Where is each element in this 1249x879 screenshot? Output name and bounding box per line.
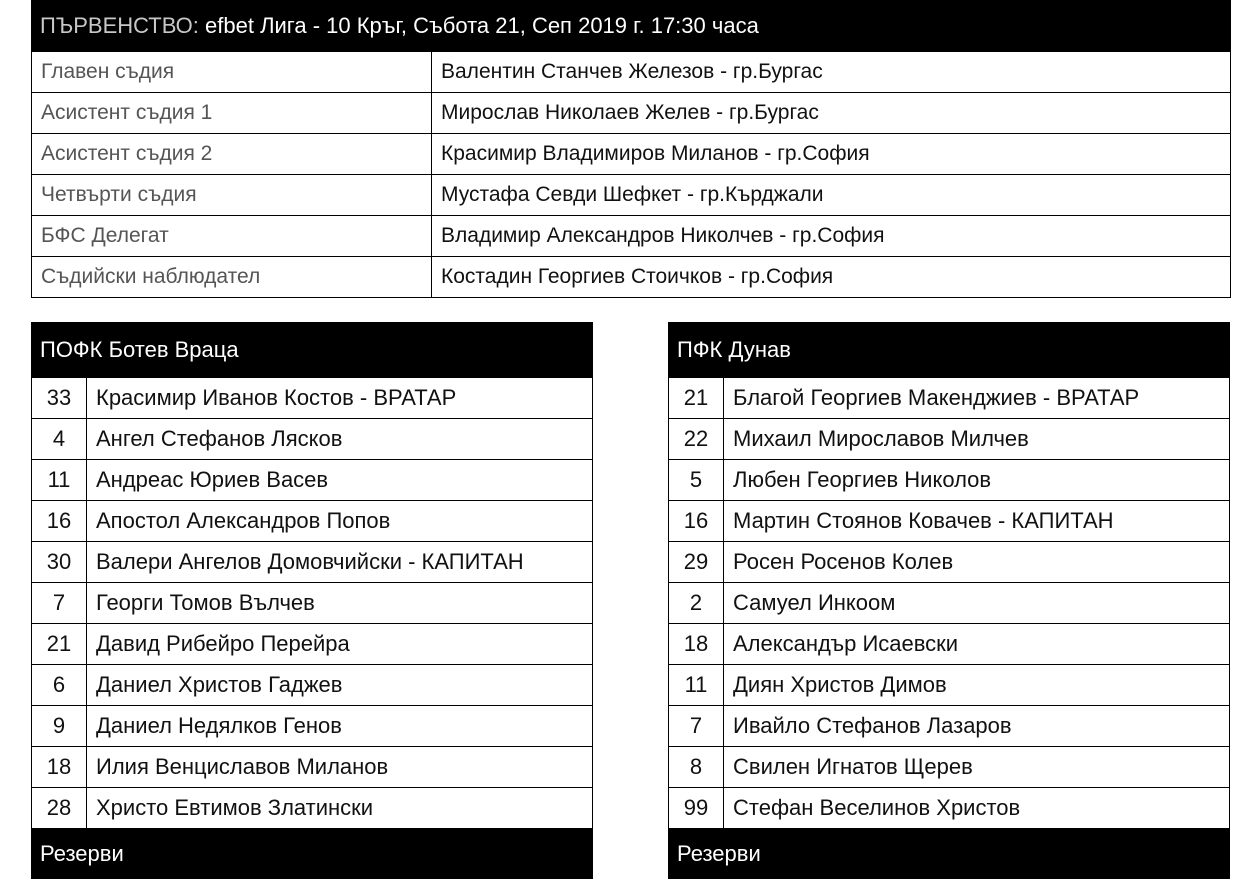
player-row xyxy=(32,665,593,706)
official-name: Красимир Владимиров Миланов - гр.София xyxy=(432,134,1231,175)
player-number: 21 xyxy=(32,624,87,665)
player-number: 16 xyxy=(32,501,87,542)
player-name: Апостол Александров Попов xyxy=(87,501,593,542)
player-name: Диян Христов Димов xyxy=(724,665,1230,706)
player-row xyxy=(669,419,1230,460)
player-name: Ангел Стефанов Лясков xyxy=(87,419,593,460)
official-role: Главен съдия xyxy=(32,52,432,93)
away-players-body xyxy=(669,378,1230,829)
player-name: Даниел Христов Гаджев xyxy=(87,665,593,706)
official-name: Мустафа Севди Шефкет - гр.Кърджали xyxy=(432,175,1231,216)
player-row xyxy=(669,583,1230,624)
player-row xyxy=(32,747,593,788)
player-name: Красимир Иванов Костов - ВРАТАР xyxy=(87,378,593,419)
away-reserves-header: Резерви xyxy=(668,829,1230,879)
player-number: 9 xyxy=(32,706,87,747)
player-row xyxy=(669,501,1230,542)
player-name: Свилен Игнатов Щерев xyxy=(724,747,1230,788)
player-row xyxy=(32,583,593,624)
player-name: Любен Георгиев Николов xyxy=(724,460,1230,501)
player-name: Даниел Недялков Генов xyxy=(87,706,593,747)
player-name: Благой Георгиев Макенджиев - ВРАТАР xyxy=(724,378,1230,419)
player-number: 8 xyxy=(669,747,724,788)
player-name: Росен Росенов Колев xyxy=(724,542,1230,583)
player-row xyxy=(32,624,593,665)
championship-label: ПЪРВЕНСТВО: xyxy=(40,12,199,38)
player-number: 6 xyxy=(32,665,87,706)
official-row xyxy=(32,134,1231,175)
official-role: Четвърти съдия xyxy=(32,175,432,216)
player-row xyxy=(669,460,1230,501)
player-number: 18 xyxy=(669,624,724,665)
player-number: 99 xyxy=(669,788,724,829)
officials-table xyxy=(31,51,1231,298)
player-name: Ивайло Стефанов Лазаров xyxy=(724,706,1230,747)
player-row xyxy=(669,665,1230,706)
home-team-name: ПОФК Ботев Враца xyxy=(31,322,593,377)
player-row xyxy=(32,501,593,542)
player-number: 11 xyxy=(669,665,724,706)
player-name: Андреас Юриев Васев xyxy=(87,460,593,501)
player-name: Стефан Веселинов Христов xyxy=(724,788,1230,829)
player-row xyxy=(669,747,1230,788)
official-row xyxy=(32,93,1231,134)
official-row xyxy=(32,257,1231,298)
official-role: БФС Делегат xyxy=(32,216,432,257)
player-name: Христо Евтимов Златински xyxy=(87,788,593,829)
player-name: Мартин Стоянов Ковачев - КАПИТАН xyxy=(724,501,1230,542)
match-info xyxy=(31,0,1231,298)
official-row xyxy=(32,52,1231,93)
player-row xyxy=(32,378,593,419)
player-number: 7 xyxy=(669,706,724,747)
official-role: Асистент съдия 2 xyxy=(32,134,432,175)
match-details: efbet Лига - 10 Кръг, Събота 21, Сеп 2019 г. 17:30 часа xyxy=(205,12,759,38)
away-players-table xyxy=(668,377,1230,829)
official-role: Асистент съдия 1 xyxy=(32,93,432,134)
official-name: Мирослав Николаев Желев - гр.Бургас xyxy=(432,93,1231,134)
player-row xyxy=(32,419,593,460)
player-number: 18 xyxy=(32,747,87,788)
player-row xyxy=(32,706,593,747)
home-reserves-header: Резерви xyxy=(31,829,593,879)
official-role: Съдийски наблюдател xyxy=(32,257,432,298)
player-number: 7 xyxy=(32,583,87,624)
player-number: 28 xyxy=(32,788,87,829)
official-row xyxy=(32,175,1231,216)
player-name: Валери Ангелов Домовчийски - КАПИТАН xyxy=(87,542,593,583)
player-number: 16 xyxy=(669,501,724,542)
player-name: Самуел Инкоом xyxy=(724,583,1230,624)
player-row xyxy=(669,378,1230,419)
player-row xyxy=(669,706,1230,747)
player-number: 33 xyxy=(32,378,87,419)
player-row xyxy=(669,788,1230,829)
player-row xyxy=(32,460,593,501)
player-name: Александър Исаевски xyxy=(724,624,1230,665)
player-number: 21 xyxy=(669,378,724,419)
player-row xyxy=(669,624,1230,665)
official-name: Владимир Александров Николчев - гр.София xyxy=(432,216,1231,257)
player-name: Илия Венциславов Миланов xyxy=(87,747,593,788)
home-players-table xyxy=(31,377,593,829)
officials-body xyxy=(32,52,1231,298)
player-row xyxy=(669,542,1230,583)
player-name: Давид Рибейро Перейра xyxy=(87,624,593,665)
player-number: 4 xyxy=(32,419,87,460)
player-row xyxy=(32,542,593,583)
team-lineups xyxy=(31,322,1231,872)
official-name: Костадин Георгиев Стоичков - гр.София xyxy=(432,257,1231,298)
player-name: Михаил Мирославов Милчев xyxy=(724,419,1230,460)
match-header xyxy=(31,0,1231,51)
player-number: 29 xyxy=(669,542,724,583)
player-number: 30 xyxy=(32,542,87,583)
official-name: Валентин Станчев Железов - гр.Бургас xyxy=(432,52,1231,93)
player-number: 22 xyxy=(669,419,724,460)
player-number: 5 xyxy=(669,460,724,501)
official-row xyxy=(32,216,1231,257)
player-number: 2 xyxy=(669,583,724,624)
player-row xyxy=(32,788,593,829)
player-name: Георги Томов Вълчев xyxy=(87,583,593,624)
away-team-name: ПФК Дунав xyxy=(668,322,1230,377)
home-team-lineup xyxy=(31,322,593,879)
away-team-lineup xyxy=(668,322,1230,879)
player-number: 11 xyxy=(32,460,87,501)
home-players-body xyxy=(32,378,593,829)
